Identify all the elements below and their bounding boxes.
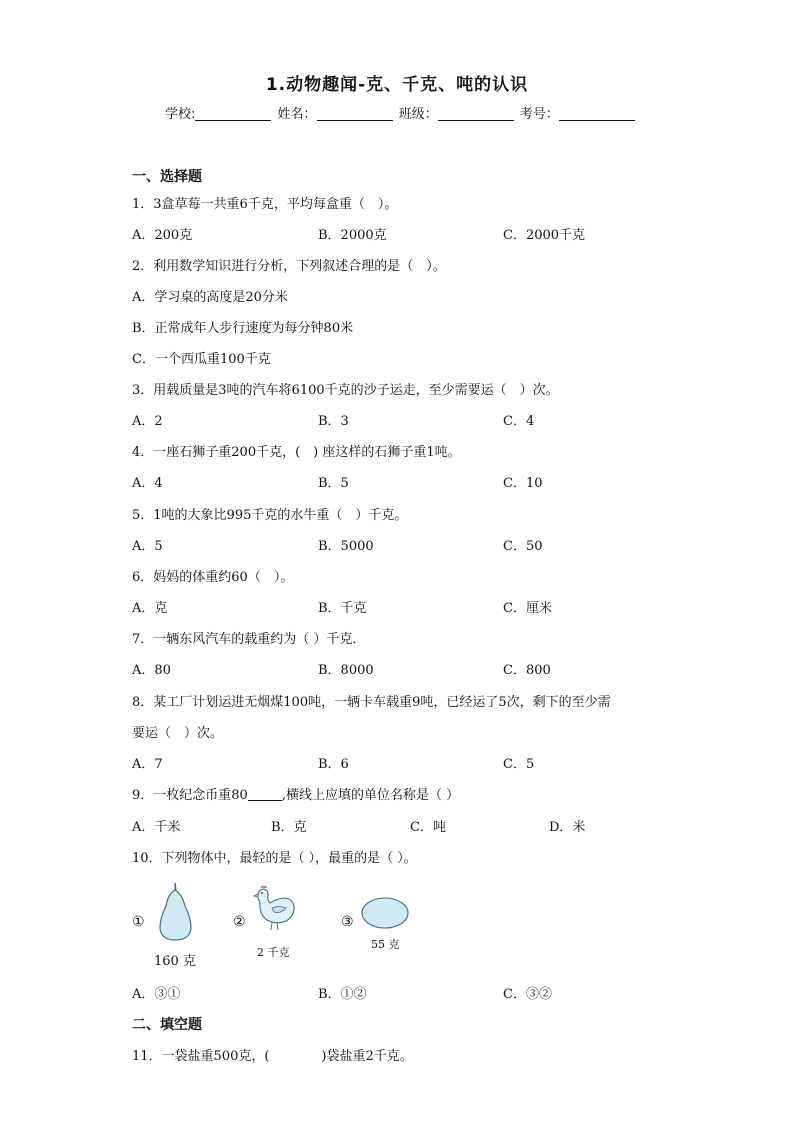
- question-5-option-b: B．5000: [318, 539, 374, 554]
- item-3-caption: 55 克: [371, 938, 400, 951]
- pear-icon: [154, 880, 196, 942]
- question-10-option-c: C．③②: [503, 987, 552, 1002]
- class-label: 班级：: [398, 107, 438, 122]
- question-3-stem: 3．用载质量是3吨的汽车将6100千克的沙子运走，至少需要运（ ）次。: [132, 383, 559, 398]
- item-1-marker: ①: [132, 914, 145, 930]
- question-5-option-a: A．5: [132, 539, 163, 554]
- question-7-stem: 7．一辆东风汽车的载重约为（ ）千克．: [132, 632, 366, 647]
- question-9-option-c: C．吨: [410, 820, 446, 835]
- question-2-option-b: B．正常成年人步行速度为每分钟80米: [132, 321, 354, 336]
- question-6-option-b: B．千克: [318, 601, 367, 616]
- exam-no-blank[interactable]: [559, 106, 635, 121]
- name-blank[interactable]: [317, 106, 393, 121]
- question-2-option-c: C．一个西瓜重100千克: [132, 352, 271, 367]
- question-6-stem: 6．妈妈的体重约60（ ）。: [132, 570, 294, 585]
- question-9-stem-pre: 9．一枚纪念币重80: [132, 788, 248, 803]
- question-8-option-b: B．6: [318, 757, 349, 772]
- class-blank[interactable]: [438, 106, 514, 121]
- hen-icon: [250, 884, 298, 932]
- item-2-caption: 2 千克: [257, 946, 290, 959]
- exam-no-label: 考号：: [519, 107, 559, 122]
- question-7-option-c: C．800: [503, 663, 551, 678]
- question-3-option-a: A．2: [132, 414, 163, 429]
- item-1-caption: 160 克: [154, 954, 196, 969]
- question-5-option-c: C．50: [503, 539, 543, 554]
- question-8-option-a: A．7: [132, 757, 163, 772]
- question-4-option-a: A．4: [132, 476, 163, 491]
- question-3-option-b: B．3: [318, 414, 349, 429]
- question-2-stem: 2．利用数学知识进行分析，下列叙述合理的是（ ）。: [132, 259, 446, 274]
- question-11-stem: 11．一袋盐重500克，( )袋盐重2千克。: [132, 1049, 413, 1064]
- question-8-stem-line1: 8．某工厂计划运进无烟煤100吨，一辆卡车载重9吨，已经运了5次，剩下的至少需: [132, 695, 611, 710]
- question-7-option-b: B．8000: [318, 663, 374, 678]
- question-1-stem: 1．3盒草莓一共重6千克，平均每盒重（ ）。: [132, 197, 398, 212]
- question-9-option-a: A．千米: [132, 820, 181, 835]
- question-8-option-c: C．5: [503, 757, 535, 772]
- question-9-option-b: B．克: [271, 820, 307, 835]
- page-title: 1.动物趣闻-克、千克、吨的认识: [265, 75, 529, 95]
- school-label: 学校:: [165, 107, 196, 122]
- section-fill-heading: 二、填空题: [132, 1017, 202, 1033]
- question-8-stem-line2: 要运（ ）次。: [132, 726, 224, 741]
- question-9-stem-post: ,横线上应填的单位名称是（ ）: [281, 788, 460, 803]
- question-4-stem: 4．一座石狮子重200千克，( ) 座这样的石狮子重1吨。: [132, 445, 461, 460]
- question-9-stem: [132, 784, 459, 803]
- question-2-option-a: A．学习桌的高度是20分米: [132, 290, 288, 305]
- question-3-option-c: C．4: [503, 414, 535, 429]
- section-choice-heading: 一、选择题: [132, 169, 202, 185]
- question-5-stem: 5．1吨的大象比995千克的水牛重（ ）千克。: [132, 508, 408, 523]
- question-4-option-b: B．5: [318, 476, 349, 491]
- question-10-option-a: A．③①: [132, 987, 181, 1002]
- question-10-stem: 10．下列物体中，最轻的是（ ），最重的是（ ）。: [132, 851, 417, 866]
- question-6-option-c: C．厘米: [503, 601, 552, 616]
- student-info-line: [165, 103, 637, 122]
- name-label: 姓名：: [277, 107, 317, 122]
- school-blank[interactable]: [195, 106, 271, 121]
- question-1-option-a: A．200克: [132, 228, 193, 243]
- question-9-blank[interactable]: [248, 788, 282, 801]
- question-1-option-b: B．2000克: [318, 228, 387, 243]
- item-3-marker: ③: [341, 914, 354, 930]
- question-9-option-d: D．米: [549, 820, 586, 835]
- question-4-option-c: C．10: [503, 476, 543, 491]
- egg-icon: [360, 896, 410, 930]
- question-1-option-c: C．2000千克: [503, 228, 586, 243]
- question-10-option-b: B．①②: [318, 987, 367, 1002]
- question-7-option-a: A．80: [132, 663, 171, 678]
- item-2-marker: ②: [233, 914, 246, 930]
- question-6-option-a: A．克: [132, 601, 168, 616]
